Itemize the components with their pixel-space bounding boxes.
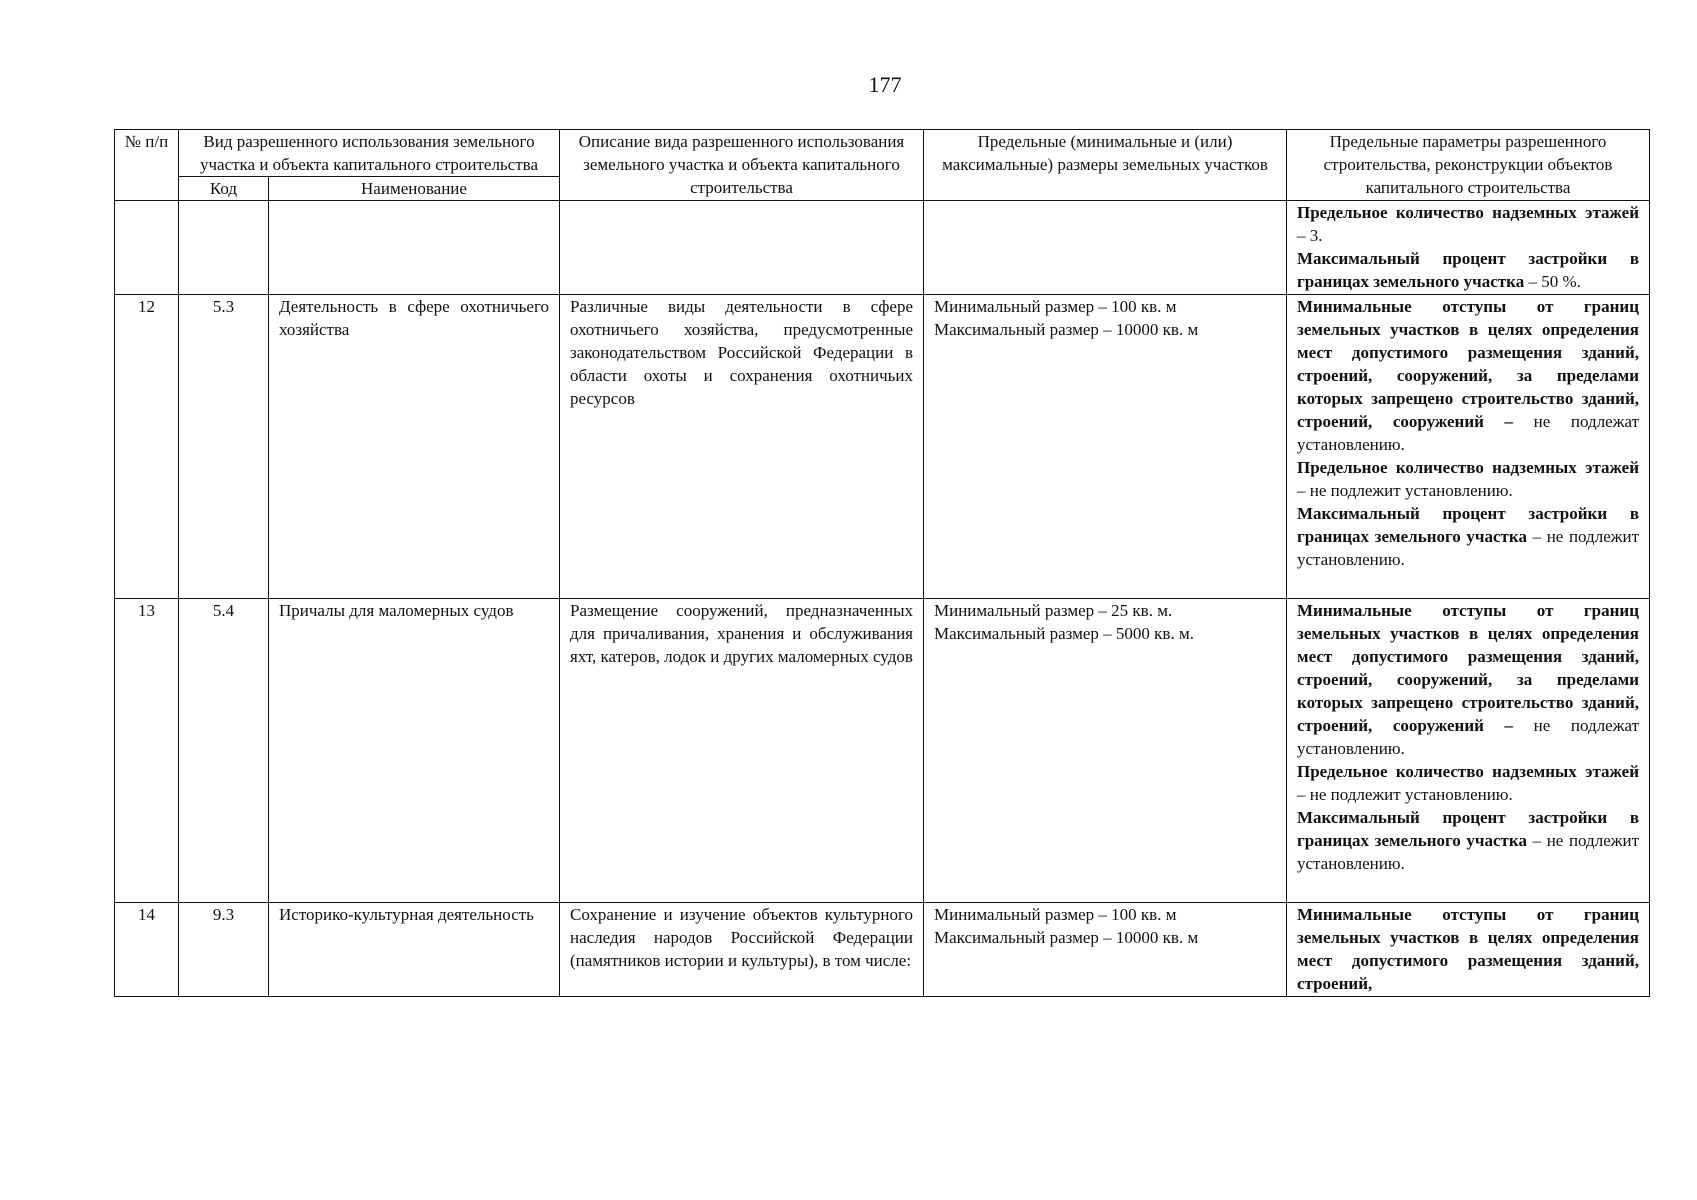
param-coverage: Максимальный процент застройки в границах земельного участка – не подлежит установлению.: [1297, 808, 1640, 873]
row-params: [1287, 903, 1650, 997]
row-name: Причалы для маломерных судов: [269, 599, 560, 903]
row-num: 12: [115, 295, 179, 599]
land-use-table: [114, 129, 1650, 997]
row-description: [560, 903, 924, 997]
table-row: [115, 295, 1650, 599]
header-description: Описание вида разрешенного использования земельного участка и объекта капитального строительства: [560, 130, 924, 201]
row-size-min: Минимальный размер – 25 кв. м.: [934, 601, 1173, 620]
param-coverage: Максимальный процент застройки в границах земельного участка – 50 %.: [1297, 249, 1639, 291]
row-description-text: Сохранение и изучение объектов культурного наследия народов Российской Федерации (памятников истории и культуры), в том числе:: [570, 905, 913, 970]
header-sizes: Предельные (минимальные и (или) максимальные) размеры земельных участков: [924, 130, 1287, 201]
header-num: № п/п: [115, 130, 179, 201]
row-sizes: [924, 903, 1287, 997]
row-params: [1287, 295, 1650, 599]
param-setbacks: Минимальные отступы от границ земельных участков в целях определения мест допустимого размещения зданий, строений, сооружений, за пределами которых запрещено строительство зданий, строений, сооружений – не подлежат установлению.: [1297, 297, 1639, 454]
row-params: [1287, 201, 1650, 295]
row-code: 9.3: [179, 903, 269, 997]
row-sizes: [924, 201, 1287, 295]
param-coverage: Максимальный процент застройки в границах земельного участка – не подлежит установлению.: [1297, 504, 1640, 569]
param-floors: Предельное количество надземных этажей – не подлежит установлению.: [1297, 458, 1639, 500]
row-code: [179, 201, 269, 295]
row-num: 14: [115, 903, 179, 997]
table-row: [115, 201, 1650, 295]
row-size-min: Минимальный размер – 100 кв. м: [934, 905, 1177, 924]
row-code: 5.4: [179, 599, 269, 903]
row-sizes: [924, 295, 1287, 599]
row-sizes: [924, 599, 1287, 903]
header-name: Наименование: [269, 177, 560, 201]
table-row: [115, 599, 1650, 903]
row-description: [560, 201, 924, 295]
table-header: [115, 130, 1650, 201]
header-vid-group: Вид разрешенного использования земельного участка и объекта капитального строительства: [179, 130, 560, 177]
param-floors: Предельное количество надземных этажей – не подлежит установлению.: [1297, 762, 1639, 804]
row-size-max: Максимальный размер – 5000 кв. м.: [934, 624, 1194, 643]
param-floors: Предельное количество надземных этажей – 3.: [1297, 203, 1639, 245]
row-name: Историко-культурная деятельность: [269, 903, 560, 997]
param-setbacks: Минимальные отступы от границ земельных участков в целях определения мест допустимого размещения зданий, строений,: [1297, 905, 1639, 993]
row-size-max: Максимальный размер – 10000 кв. м: [934, 928, 1199, 947]
header-params: Предельные параметры разрешенного строительства, реконструкции объектов капитального строительства: [1287, 130, 1650, 201]
row-code: 5.3: [179, 295, 269, 599]
page-number: 177: [868, 72, 902, 97]
row-description: Размещение сооружений, предназначенных для причаливания, хранения и обслуживания яхт, катеров, лодок и других маломерных судов: [560, 599, 924, 903]
row-description: Различные виды деятельности в сфере охотничьего хозяйства, предусмотренные законодательством Российской Федерации в области охоты и сохранения охотничьих ресурсов: [560, 295, 924, 599]
row-size-max: Максимальный размер – 10000 кв. м: [934, 320, 1199, 339]
row-name: [269, 201, 560, 295]
row-num: 13: [115, 599, 179, 903]
table-row: [115, 903, 1650, 997]
header-code: Код: [179, 177, 269, 201]
row-params: [1287, 599, 1650, 903]
param-setbacks: Минимальные отступы от границ земельных участков в целях определения мест допустимого размещения зданий, строений, сооружений, за пределами которых запрещено строительство зданий, строений, сооружений – не подлежат установлению.: [1297, 601, 1639, 758]
row-size-min: Минимальный размер – 100 кв. м: [934, 297, 1177, 316]
row-num: [115, 201, 179, 295]
row-name: Деятельность в сфере охотничьего хозяйства: [269, 295, 560, 599]
